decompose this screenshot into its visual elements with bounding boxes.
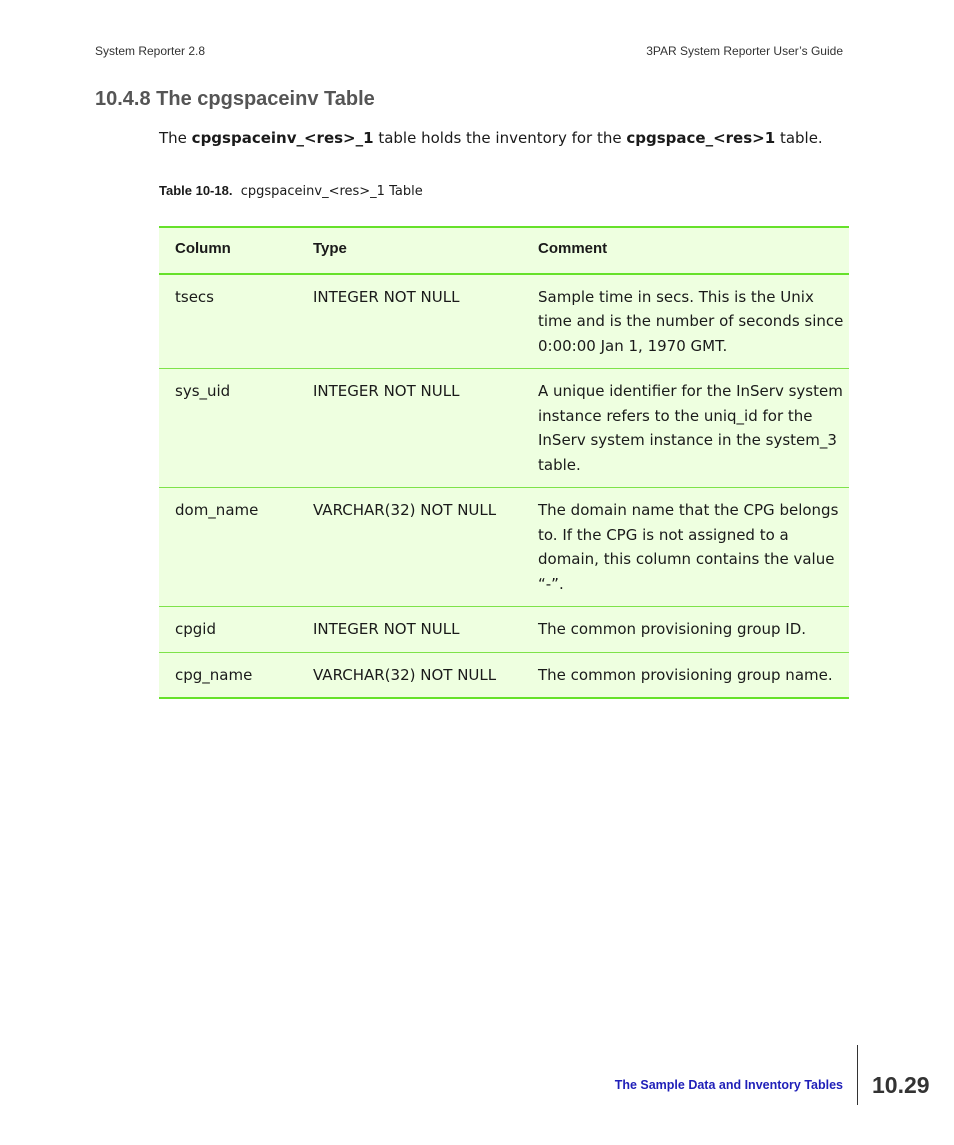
footer-section-link[interactable]: The Sample Data and Inventory Tables bbox=[614, 1078, 843, 1092]
intro-table-name: cpgspaceinv_<res>_1 bbox=[191, 129, 374, 147]
running-header-left: System Reporter 2.8 bbox=[95, 44, 206, 58]
table-row bbox=[159, 607, 849, 653]
cell-comment: Sample time in secs. This is the Unix time and is the number of seconds since 0:00:00 Jan 1, 1970 GMT. bbox=[538, 287, 844, 355]
table-row bbox=[159, 274, 849, 369]
cell-comment: The common provisioning group name. bbox=[538, 665, 833, 684]
table-caption bbox=[159, 183, 423, 199]
footer-divider bbox=[857, 1045, 858, 1105]
col-header-type: Type bbox=[313, 240, 347, 257]
cell-column: cpgid bbox=[175, 620, 216, 638]
cell-comment: A unique identifier for the InServ system instance refers to the uniq_id for the InServ system instance in the system_3 table. bbox=[538, 382, 843, 474]
cell-comment: The common provisioning group ID. bbox=[538, 620, 807, 638]
table-row bbox=[159, 369, 849, 488]
cell-column: tsecs bbox=[175, 287, 214, 306]
cell-type: INTEGER NOT NULL bbox=[313, 287, 460, 306]
cell-type: INTEGER NOT NULL bbox=[313, 382, 460, 400]
schema-table bbox=[159, 226, 849, 699]
intro-text: table holds the inventory for the bbox=[373, 129, 627, 147]
intro-text: table. bbox=[775, 129, 823, 147]
cell-type: INTEGER NOT NULL bbox=[313, 620, 460, 638]
caption-text: cpgspaceinv_<res>_1 Table bbox=[240, 184, 423, 199]
cell-column: cpg_name bbox=[175, 665, 253, 684]
table-row bbox=[159, 652, 849, 698]
cell-comment: The domain name that the CPG belongs to. If the CPG is not assigned to a domain, this column contains the value “-”. bbox=[538, 501, 839, 593]
col-header-column: Column bbox=[175, 240, 231, 257]
intro-paragraph bbox=[159, 129, 823, 147]
intro-text: The bbox=[159, 129, 192, 147]
col-header-comment: Comment bbox=[538, 240, 608, 257]
cell-type: VARCHAR(32) NOT NULL bbox=[313, 501, 497, 519]
intro-ref-table-name: cpgspace_<res>1 bbox=[626, 129, 776, 147]
section-title: 10.4.8 The cpgspaceinv Table bbox=[95, 88, 375, 110]
table-row bbox=[159, 488, 849, 607]
running-header-right: 3PAR System Reporter User’s Guide bbox=[646, 44, 843, 58]
cell-column: sys_uid bbox=[175, 382, 231, 400]
cell-type: VARCHAR(32) NOT NULL bbox=[313, 665, 497, 684]
page-number: 10.29 bbox=[872, 1072, 930, 1098]
table-header-row bbox=[159, 227, 849, 274]
cell-column: dom_name bbox=[175, 501, 259, 519]
caption-label: Table 10-18. bbox=[159, 183, 233, 198]
